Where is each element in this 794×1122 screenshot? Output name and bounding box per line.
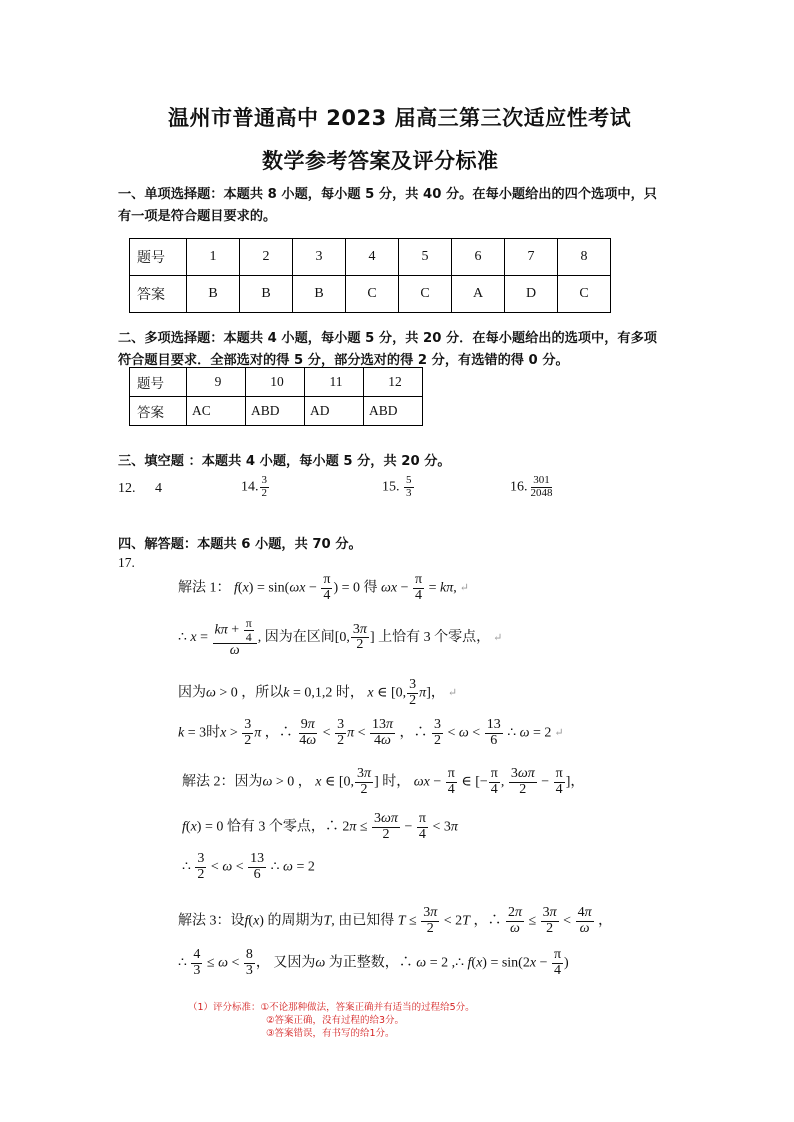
question-number: 12. [118,481,136,496]
method1-text: 因为 [178,685,206,701]
section4-intro: 四、解答题：本题共 6 小题，共 70 分。 [118,537,362,552]
fraction-numerator: 5 [406,474,412,486]
question-number: 14. [241,479,259,495]
question-number-cell: 2 [240,239,293,276]
question-number-cell: 4 [346,239,399,276]
question-number-cell: 9 [187,368,246,397]
question-number-cell: 1 [187,239,240,276]
method2-line3: ∴ $\frac{3}{2}$ < ω < $\frac{13}{6}$ ∴ ω = 2 [182,851,315,882]
question-number-cell: 8 [558,239,611,276]
question-number: 16. [510,479,528,495]
section3-intro: 三、填空题 ：本题共 4 小题，每小题 5 分，共 20 分。 [118,454,451,469]
fill-answer-15 [382,475,415,499]
method1-line1: 解法 1： f(x) = sin(ωx − $\frac{\pi}{4}$ ) = 0 得 ωx − $\frac{\pi}{4}$ = kπ, ↵ [178,572,469,603]
fill-answer-12 [118,481,162,497]
method3-label: 解法 3：设 [178,913,245,929]
method2-text: 恰有 3 个零点， [226,819,325,835]
page-subtitle: 数学参考答案及评分标准 [262,149,499,173]
answer-cell: B [187,276,240,313]
grading-item: ②答案正确，没有过程的给3分。 [266,1015,405,1026]
question-number-cell: 3 [293,239,346,276]
answer-cell: C [558,276,611,313]
method1-text: 时， [335,685,364,701]
fraction-numerator: 3 [261,474,267,486]
method2-line1: 解法 2：因为ω > 0 ， x ∈ [0, $\frac{3\pi}{2}$ ] 时， ωx − $\frac{\pi}{4}$ ∈ [− $\frac{\pi}{4}$ , $\frac{3\omega\pi}{2}$ − $\frac{\pi}{4}$ ]， [182,766,585,797]
k-values: 0,1,2 [304,685,333,701]
table-row [130,397,423,426]
method3-text: 为正整数， [328,955,399,971]
question-number: 15. [382,479,400,495]
grading-note [188,999,475,1013]
answer-cell: C [399,276,452,313]
fill-answer-14 [241,475,270,499]
table-header-cell: 答案 [130,397,187,426]
method3-line2: ∴ $\frac{4}{3}$ ≤ ω < $\frac{8}{3}$ ， 又因为ω 为正整数，∴ ω = 2 ,∴ f(x) = sin(2x − $\frac{\pi}{4}$ ) [178,947,569,978]
method3-text: 由已知得 [338,913,395,929]
method1-text: ，所以 [241,685,284,701]
answer-cell: C [346,276,399,313]
method1-text: 因为在区间 [264,630,335,646]
method1-line4: k = 3时x > $\frac{3}{2}$ π ，∴ $\frac{9\pi}{4\omega}$ < $\frac{3}{2}$ π < $\frac{13\pi}{4\omega}$ ，∴ $\frac{3}{2}$ < ω < $\frac{13}{6}$ ∴ ω = 2 ↵ [178,717,564,748]
method1-text: 得 [363,580,378,596]
fraction-denominator: 2 [261,486,267,499]
table-header-cell: 题号 [130,239,187,276]
single-choice-table [129,238,611,313]
answer-cell: AC [187,397,246,426]
answer-cell: A [452,276,505,313]
multi-choice-table [129,367,423,426]
method1-line3: 因为ω > 0 ，所以k = 0,1,2 时， x ∈ [0, $\frac{3}{2}$ π]， ↵ [178,677,458,708]
section2-intro-line2: 符合题目要求．全部选对的得 5 分，部分选对的得 2 分，有选错的得 0 分。 [118,353,569,368]
method1-text: 上恰有 3 个零点， [378,630,491,646]
method3-text: 又因为 [273,955,316,971]
question-number-cell: 11 [305,368,364,397]
fraction-numerator: 301 [533,474,550,486]
method2-line2: f(x) = 0 恰有 3 个零点，∴ 2π ≤ $\frac{3\omega\pi}{2}$ − $\frac{\pi}{4}$ < 3π [182,811,458,842]
answer-cell: AD [305,397,364,426]
question-number-cell: 7 [505,239,558,276]
question-number-cell: 10 [246,368,305,397]
grading-item: ③答案错误，有书写的给1分。 [266,1028,395,1039]
page-title: 温州市普通高中 2023 届高三第三次适应性考试 [168,106,632,130]
method3-line1: 解法 3：设f(x) 的周期为T, 由已知得 T ≤ $\frac{3\pi}{2}$ < 2T ，∴ $\frac{2\pi}{\omega}$ ≤ $\frac{3\pi}{2}$ < $\frac{4\pi}{\omega}$ ， [178,905,613,936]
question-number-cell: 6 [452,239,505,276]
fill-answer-16 [510,475,556,499]
question-number-cell: 12 [364,368,423,397]
answer-value: 4 [155,481,162,496]
method2-text: 时， [382,774,411,790]
answer-cell: D [505,276,558,313]
method1-text: 时 [206,725,221,741]
answer-cell: ABD [246,397,305,426]
method3-text: 的周期为 [267,913,324,929]
answer-cell: B [240,276,293,313]
answer-cell: B [293,276,346,313]
method2-label: 解法 2：因为 [182,774,263,790]
table-row [130,276,611,313]
question-number-cell: 5 [399,239,452,276]
table-row [130,239,611,276]
method1-label: 解法 1： [178,580,231,596]
fraction-denominator: 3 [406,486,412,499]
table-row [130,368,423,397]
question-17-number: 17. [118,555,135,570]
fraction-denominator: 2048 [530,486,553,499]
method1-line2: ∴ x = kπ + $\frac{\pi}{4}$ ω , 因为在区间[0, $\frac{3\pi}{2}$ ] 上恰有 3 个零点， ↵ [178,616,503,659]
table-header-cell: 答案 [130,276,187,313]
section1-intro-line2: 有一项是符合题目要求的。 [118,209,277,224]
grading-label: （1）评分标准： [188,1002,261,1013]
answer-cell: ABD [364,397,423,426]
section1-intro-line1: 一、单项选择题：本题共 8 小题，每小题 5 分，共 40 分。在每小题给出的四个选项中，只 [118,187,657,202]
table-header-cell: 题号 [130,368,187,397]
section2-intro-line1: 二、多项选择题：本题共 4 小题，每小题 5 分，共 20 分．在每小题给出的选项中，有多项 [118,331,657,346]
grading-item: ①不论那种做法，答案正确并有适当的过程给5分。 [260,1002,475,1013]
